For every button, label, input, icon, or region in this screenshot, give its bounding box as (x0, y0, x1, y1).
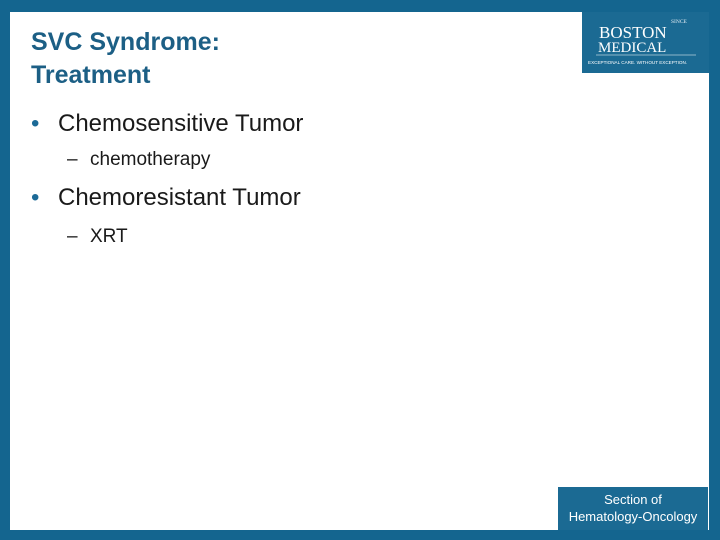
logo-word-1: BOSTON (599, 23, 667, 42)
logo-arc-letters: SINCE (671, 19, 687, 25)
logo-graphic (582, 12, 709, 73)
bullet-text: Chemoresistant Tumor (58, 184, 301, 211)
footer-line-2: Hematology-Oncology (568, 509, 698, 524)
sub-bullet-text: chemotherapy (90, 149, 211, 170)
logo-tagline: EXCEPTIONAL CARE. WITHOUT EXCEPTION. (588, 60, 688, 65)
title-line-2: Treatment (31, 61, 151, 89)
footer-section-label (558, 487, 708, 530)
footer-line-1: Section of (604, 492, 662, 507)
bullet-symbol: • (31, 184, 40, 211)
bullet-item (31, 184, 631, 212)
sub-bullet-item (67, 148, 627, 172)
slide-title (31, 26, 411, 92)
bullet-symbol: • (31, 110, 40, 137)
boston-medical-logo (582, 12, 709, 73)
title-line-1: SVC Syndrome: (31, 28, 220, 56)
bullet-item (31, 110, 631, 138)
logo-word-2: MEDICAL (598, 40, 667, 56)
dash-symbol: – (67, 149, 78, 170)
sub-bullet-text: XRT (90, 226, 128, 247)
sub-bullet-item (67, 225, 627, 249)
bullet-text: Chemosensitive Tumor (58, 110, 304, 137)
dash-symbol: – (67, 226, 78, 247)
